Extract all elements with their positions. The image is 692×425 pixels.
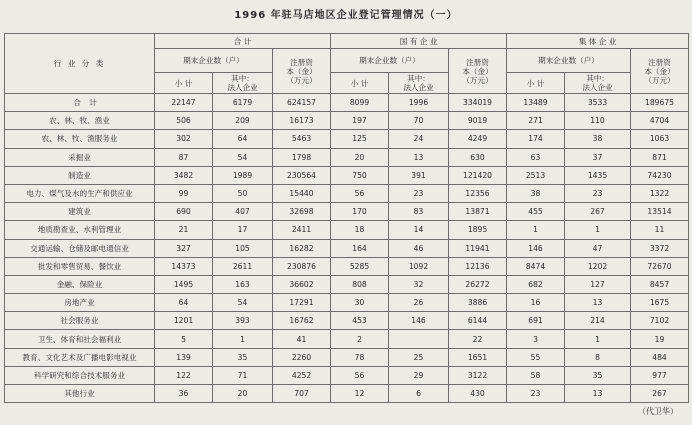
value-cell: 17291 xyxy=(273,294,331,312)
industry-cell: 卫生、体育和社会福利业 xyxy=(5,330,155,348)
value-cell: 214 xyxy=(565,312,631,330)
value-cell: 12356 xyxy=(449,184,507,202)
value-cell: 78 xyxy=(331,348,389,366)
value-cell: 2260 xyxy=(273,348,331,366)
value-cell: 87 xyxy=(155,148,213,166)
value-cell: 71 xyxy=(213,366,273,384)
value-cell: 1201 xyxy=(155,312,213,330)
reg-capital-header: 注册资 本（金） （万元） xyxy=(631,49,689,94)
value-cell: 267 xyxy=(631,385,689,403)
value-cell: 24 xyxy=(389,130,449,148)
industry-cell: 农、林、牧、渔业 xyxy=(5,112,155,130)
period-count-header: 期末企业数（户） xyxy=(507,49,631,73)
value-cell: 46 xyxy=(389,239,449,257)
value-cell: 72670 xyxy=(631,257,689,275)
value-cell: 682 xyxy=(507,275,565,293)
industry-cell: 其他行业 xyxy=(5,385,155,403)
value-cell: 2611 xyxy=(213,257,273,275)
value-cell: 14373 xyxy=(155,257,213,275)
value-cell: 3 xyxy=(507,330,565,348)
value-cell: 1895 xyxy=(449,221,507,239)
value-cell: 391 xyxy=(389,166,449,184)
industry-cell: 电力、煤气及水的生产和供应业 xyxy=(5,184,155,202)
period-count-header: 期末企业数（户） xyxy=(331,49,449,73)
industry-cell: 房地产业 xyxy=(5,294,155,312)
value-cell: 15440 xyxy=(273,184,331,202)
value-cell: 12 xyxy=(331,385,389,403)
value-cell: 1 xyxy=(565,221,631,239)
value-cell: 125 xyxy=(331,130,389,148)
industry-cell: 制造业 xyxy=(5,166,155,184)
value-cell: 230564 xyxy=(273,166,331,184)
value-cell: 174 xyxy=(507,130,565,148)
value-cell: 146 xyxy=(507,239,565,257)
value-cell: 47 xyxy=(565,239,631,257)
value-cell: 8474 xyxy=(507,257,565,275)
value-cell: 189675 xyxy=(631,94,689,112)
value-cell: 209 xyxy=(213,112,273,130)
value-cell: 56 xyxy=(331,366,389,384)
value-cell: 1495 xyxy=(155,275,213,293)
industry-cell: 科学研究和综合技术服务业 xyxy=(5,366,155,384)
value-cell: 1989 xyxy=(213,166,273,184)
value-cell: 5463 xyxy=(273,130,331,148)
value-cell: 127 xyxy=(565,275,631,293)
value-cell: 707 xyxy=(273,385,331,403)
value-cell: 23 xyxy=(389,184,449,202)
value-cell: 13514 xyxy=(631,203,689,221)
value-cell: 7102 xyxy=(631,312,689,330)
value-cell: 1322 xyxy=(631,184,689,202)
group-header-total: 合 计 xyxy=(155,34,331,49)
value-cell: 99 xyxy=(155,184,213,202)
value-cell: 12136 xyxy=(449,257,507,275)
value-cell: 11 xyxy=(631,221,689,239)
value-cell: 8457 xyxy=(631,275,689,293)
industry-cell: 采掘业 xyxy=(5,148,155,166)
table-row xyxy=(5,348,689,366)
value-cell: 271 xyxy=(507,112,565,130)
value-cell: 13 xyxy=(565,385,631,403)
value-cell: 624157 xyxy=(273,94,331,112)
value-cell: 58 xyxy=(507,366,565,384)
value-cell: 32698 xyxy=(273,203,331,221)
value-cell: 38 xyxy=(565,130,631,148)
value-cell: 1063 xyxy=(631,130,689,148)
value-cell: 22 xyxy=(449,330,507,348)
value-cell: 977 xyxy=(631,366,689,384)
value-cell: 8099 xyxy=(331,94,389,112)
value-cell: 41 xyxy=(273,330,331,348)
value-cell: 13871 xyxy=(449,203,507,221)
table-row xyxy=(5,366,689,384)
value-cell: 430 xyxy=(449,385,507,403)
value-cell: 13489 xyxy=(507,94,565,112)
industry-cell: 批发和零售贸易、餐饮业 xyxy=(5,257,155,275)
value-cell: 20 xyxy=(331,148,389,166)
value-cell: 2411 xyxy=(273,221,331,239)
value-cell: 3122 xyxy=(449,366,507,384)
value-cell: 20 xyxy=(213,385,273,403)
value-cell: 13 xyxy=(389,148,449,166)
value-cell: 14 xyxy=(389,221,449,239)
value-cell: 455 xyxy=(507,203,565,221)
table-row xyxy=(5,294,689,312)
table-body xyxy=(5,94,689,403)
value-cell: 29 xyxy=(389,366,449,384)
value-cell: 691 xyxy=(507,312,565,330)
legal-person-header: 其中： 法人企业 xyxy=(389,73,449,94)
table-row xyxy=(5,130,689,148)
value-cell: 808 xyxy=(331,275,389,293)
value-cell: 3482 xyxy=(155,166,213,184)
value-cell: 54 xyxy=(213,294,273,312)
table-row xyxy=(5,275,689,293)
value-cell: 25 xyxy=(389,348,449,366)
value-cell: 6179 xyxy=(213,94,273,112)
subtotal-header: 小 计 xyxy=(155,73,213,94)
value-cell: 21 xyxy=(155,221,213,239)
table-row xyxy=(5,94,689,112)
value-cell: 750 xyxy=(331,166,389,184)
table-row xyxy=(5,239,689,257)
reg-capital-header: 注册资 本（金） （万元） xyxy=(449,49,507,94)
value-cell: 4249 xyxy=(449,130,507,148)
value-cell: 230876 xyxy=(273,257,331,275)
value-cell: 690 xyxy=(155,203,213,221)
table-row xyxy=(5,166,689,184)
table-row xyxy=(5,221,689,239)
value-cell: 484 xyxy=(631,348,689,366)
value-cell: 17 xyxy=(213,221,273,239)
table-row xyxy=(5,330,689,348)
value-cell: 8 xyxy=(565,348,631,366)
value-cell: 197 xyxy=(331,112,389,130)
value-cell: 9019 xyxy=(449,112,507,130)
value-cell: 70 xyxy=(389,112,449,130)
industry-cell: 金融、保险业 xyxy=(5,275,155,293)
value-cell: 2513 xyxy=(507,166,565,184)
value-cell: 110 xyxy=(565,112,631,130)
value-cell: 1 xyxy=(565,330,631,348)
value-cell: 6144 xyxy=(449,312,507,330)
table-row xyxy=(5,148,689,166)
value-cell: 16173 xyxy=(273,112,331,130)
industry-cell: 交通运输、仓储及邮电通信业 xyxy=(5,239,155,257)
value-cell: 83 xyxy=(389,203,449,221)
value-cell: 22147 xyxy=(155,94,213,112)
value-cell: 453 xyxy=(331,312,389,330)
industry-cell: 建筑业 xyxy=(5,203,155,221)
value-cell: 1675 xyxy=(631,294,689,312)
value-cell: 146 xyxy=(389,312,449,330)
value-cell: 393 xyxy=(213,312,273,330)
group-header-collective: 集 体 企 业 xyxy=(507,34,689,49)
value-cell: 30 xyxy=(331,294,389,312)
value-cell: 170 xyxy=(331,203,389,221)
value-cell: 506 xyxy=(155,112,213,130)
table-row xyxy=(5,257,689,275)
value-cell: 16762 xyxy=(273,312,331,330)
value-cell: 11941 xyxy=(449,239,507,257)
value-cell: 3886 xyxy=(449,294,507,312)
value-cell: 407 xyxy=(213,203,273,221)
value-cell: 56 xyxy=(331,184,389,202)
industry-cell: 农、林、牧、渔服务业 xyxy=(5,130,155,148)
industry-cell: 教育、文化艺术及广播电影电视业 xyxy=(5,348,155,366)
value-cell: 3372 xyxy=(631,239,689,257)
value-cell: 1798 xyxy=(273,148,331,166)
value-cell: 63 xyxy=(507,148,565,166)
value-cell: 36 xyxy=(155,385,213,403)
legal-person-header: 其中： 法人企业 xyxy=(565,73,631,94)
value-cell: 55 xyxy=(507,348,565,366)
value-cell: 121420 xyxy=(449,166,507,184)
table-row xyxy=(5,203,689,221)
value-cell: 64 xyxy=(155,294,213,312)
value-cell: 1651 xyxy=(449,348,507,366)
value-cell: 871 xyxy=(631,148,689,166)
value-cell: 32 xyxy=(389,275,449,293)
value-cell: 50 xyxy=(213,184,273,202)
enterprise-registration-table xyxy=(4,33,689,403)
group-header-state-owned: 国 有 企 业 xyxy=(331,34,507,49)
author-note: （代卫华） xyxy=(638,407,678,416)
period-count-header: 期末企业数（户） xyxy=(155,49,273,73)
value-cell: 163 xyxy=(213,275,273,293)
value-cell: 19 xyxy=(631,330,689,348)
table-row xyxy=(5,312,689,330)
value-cell: 13 xyxy=(565,294,631,312)
table-row xyxy=(5,184,689,202)
value-cell: 38 xyxy=(507,184,565,202)
value-cell: 1202 xyxy=(565,257,631,275)
value-cell: 5285 xyxy=(331,257,389,275)
value-cell: 26 xyxy=(389,294,449,312)
subtotal-header: 小 计 xyxy=(331,73,389,94)
value-cell: 3533 xyxy=(565,94,631,112)
value-cell: 54 xyxy=(213,148,273,166)
value-cell: 1 xyxy=(507,221,565,239)
subtotal-header: 小 计 xyxy=(507,73,565,94)
value-cell: 302 xyxy=(155,130,213,148)
value-cell: 327 xyxy=(155,239,213,257)
value-cell: 26272 xyxy=(449,275,507,293)
table-row xyxy=(5,112,689,130)
value-cell xyxy=(389,330,449,348)
industry-cell: 社会服务业 xyxy=(5,312,155,330)
value-cell: 64 xyxy=(213,130,273,148)
value-cell: 164 xyxy=(331,239,389,257)
value-cell: 4704 xyxy=(631,112,689,130)
page-title: 1996 年驻马店地区企业登记管理情况（一） xyxy=(234,10,458,21)
value-cell: 35 xyxy=(565,366,631,384)
value-cell: 1435 xyxy=(565,166,631,184)
value-cell: 105 xyxy=(213,239,273,257)
value-cell: 2 xyxy=(331,330,389,348)
industry-cell: 合 计 xyxy=(5,94,155,112)
table-row xyxy=(5,385,689,403)
value-cell: 16 xyxy=(507,294,565,312)
value-cell: 4252 xyxy=(273,366,331,384)
industry-cell: 地质勘查业、水利管理业 xyxy=(5,221,155,239)
value-cell: 630 xyxy=(449,148,507,166)
value-cell: 122 xyxy=(155,366,213,384)
reg-capital-header: 注册资 本（金） （万元） xyxy=(273,49,331,94)
value-cell: 23 xyxy=(507,385,565,403)
value-cell: 16282 xyxy=(273,239,331,257)
value-cell: 1092 xyxy=(389,257,449,275)
value-cell: 6 xyxy=(389,385,449,403)
value-cell: 36602 xyxy=(273,275,331,293)
value-cell: 1996 xyxy=(389,94,449,112)
value-cell: 1 xyxy=(213,330,273,348)
value-cell: 267 xyxy=(565,203,631,221)
value-cell: 37 xyxy=(565,148,631,166)
value-cell: 139 xyxy=(155,348,213,366)
row-label-header: 行 业 分 类 xyxy=(5,34,155,94)
value-cell: 23 xyxy=(565,184,631,202)
value-cell: 74230 xyxy=(631,166,689,184)
legal-person-header: 其中： 法人企业 xyxy=(213,73,273,94)
value-cell: 35 xyxy=(213,348,273,366)
value-cell: 334019 xyxy=(449,94,507,112)
value-cell: 18 xyxy=(331,221,389,239)
value-cell: 5 xyxy=(155,330,213,348)
